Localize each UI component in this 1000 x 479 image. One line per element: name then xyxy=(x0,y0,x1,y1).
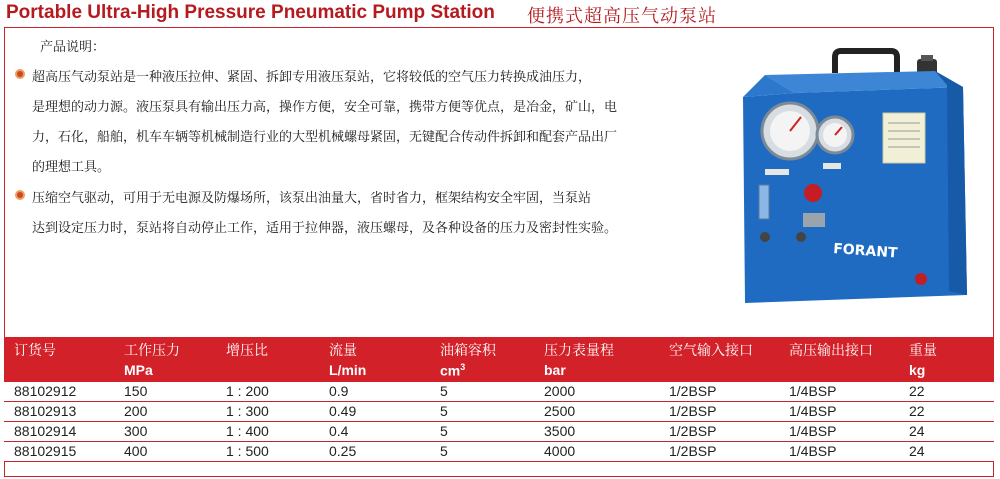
cell-pressure: 400 xyxy=(124,443,148,459)
description-heading: 产品说明： xyxy=(40,40,106,55)
description-line: 是理想的动力源。液压泵具有输出压力高，操作方便，安全可靠，携带方便等优点，是冶金，矿山，电 xyxy=(32,100,618,115)
cell-outlet: 1/4BSP xyxy=(789,443,837,459)
cell-air-inlet: 1/2BSP xyxy=(669,383,717,399)
cell-flow: 0.25 xyxy=(329,443,357,459)
description-line: 的理想工具。 xyxy=(32,160,111,175)
unit-cm3: $cm^3$ xyxy=(440,362,466,379)
cell-ratio: 1 : 500 xyxy=(226,443,269,459)
cell-ratio: 1 : 200 xyxy=(226,383,269,399)
cell-outlet: 1/4BSP xyxy=(789,383,837,399)
cell-weight: 24 xyxy=(909,423,925,439)
cell-weight: 22 xyxy=(909,403,925,419)
cell-order-no: 88102915 xyxy=(14,443,77,459)
table-row xyxy=(4,422,994,442)
cell-outlet: 1/4BSP xyxy=(789,423,837,439)
cell-air-inlet: 1/2BSP xyxy=(669,443,717,459)
cell-tank: 5 xyxy=(440,443,448,459)
cell-order-no: 88102912 xyxy=(14,383,77,399)
description-line: 超高压气动泵站是一种液压拉伸、紧固、拆卸专用液压泵站，它将较低的空气压力转换成油压力， xyxy=(32,70,592,85)
cell-pressure: 200 xyxy=(124,403,148,419)
description-line: 压缩空气驱动，可用于无电源及防爆场所，该泵出油量大，省时省力，框架结构安全牢固，当泵站 xyxy=(32,191,592,206)
cell-flow: 0.4 xyxy=(329,423,349,439)
cell-weight: 22 xyxy=(909,383,925,399)
cell-pressure: 300 xyxy=(124,423,148,439)
cell-gauge: 2500 xyxy=(544,403,576,419)
cell-tank: 5 xyxy=(440,383,448,399)
bullet-icon xyxy=(14,68,26,80)
cell-air-inlet: 1/2BSP xyxy=(669,423,717,439)
cell-gauge: 3500 xyxy=(544,423,576,439)
cell-pressure: 150 xyxy=(124,383,148,399)
cell-order-no: 88102914 xyxy=(14,423,77,439)
title-bar xyxy=(0,0,1000,26)
page-title-chinese: 便携式超高压气动泵站 xyxy=(527,6,717,27)
table-header: 订货号 工作压力 MPa 增压比 流量 L/min 油箱容积 $cm^3$ 压力表量程 bar 空气输入接口 高压输出接口 重量 kg xyxy=(4,337,994,382)
cell-flow: 0.49 xyxy=(329,403,357,419)
page-title-english: Portable Ultra-High Pressure Pneumatic Pump Station xyxy=(6,2,495,23)
brand-logo: FORANT xyxy=(832,241,899,262)
cell-ratio: 1 : 400 xyxy=(226,423,269,439)
table-row xyxy=(4,382,994,402)
cell-gauge: 2000 xyxy=(544,383,576,399)
table-row xyxy=(4,402,994,422)
cell-tank: 5 xyxy=(440,403,448,419)
description-line: 力，石化，船舶，机车车辆等机械制造行业的大型机械螺母紧固，无键配合传动件拆卸和配套产品出厂 xyxy=(32,130,618,145)
description-line: 达到设定压力时，泵站将自动停止工作，适用于拉伸器，液压螺母，及各种设备的压力及密封性实验。 xyxy=(32,221,618,236)
pump-station-image xyxy=(735,45,967,307)
cell-air-inlet: 1/2BSP xyxy=(669,403,717,419)
cell-gauge: 4000 xyxy=(544,443,576,459)
cell-flow: 0.9 xyxy=(329,383,349,399)
table-row xyxy=(4,442,994,462)
spec-table xyxy=(4,337,994,462)
cell-order-no: 88102913 xyxy=(14,403,77,419)
cell-outlet: 1/4BSP xyxy=(789,403,837,419)
bullet-icon xyxy=(14,189,26,201)
cell-weight: 24 xyxy=(909,443,925,459)
cell-ratio: 1 : 300 xyxy=(226,403,269,419)
cell-tank: 5 xyxy=(440,423,448,439)
